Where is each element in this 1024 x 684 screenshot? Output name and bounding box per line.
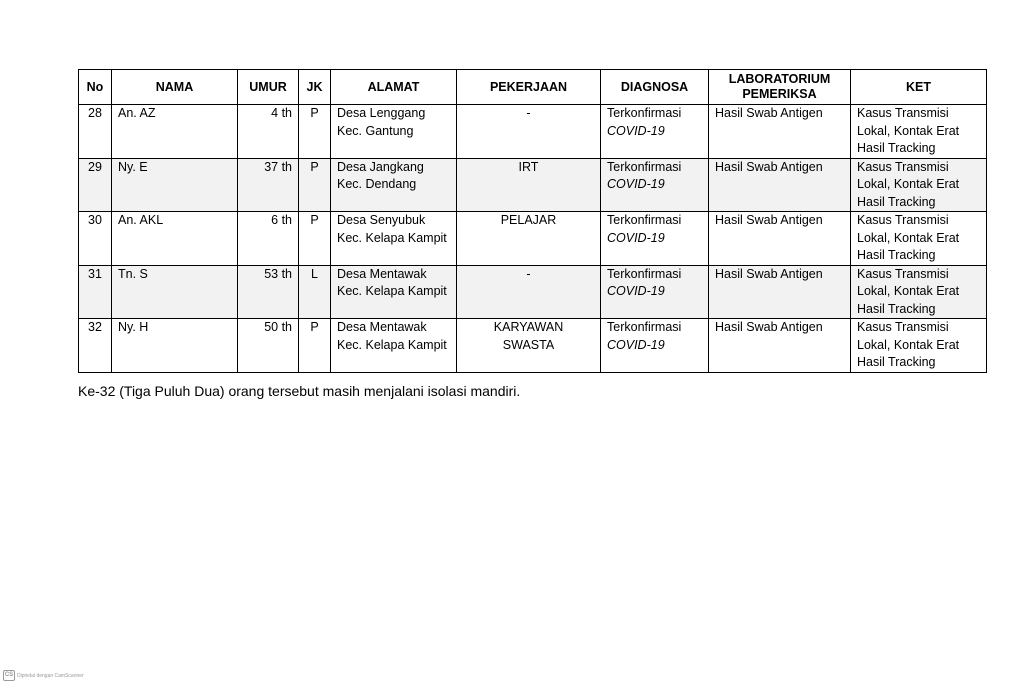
- cell-alamat: [331, 105, 457, 159]
- cell-alamat: [331, 212, 457, 266]
- pekerjaan-line1: KARYAWAN: [493, 320, 564, 334]
- cell-jk: P: [299, 212, 331, 266]
- cell-diagnosa: [601, 212, 709, 266]
- diagnosa-line1: Terkonfirmasi: [607, 106, 682, 120]
- ket-line2: Lokal, Kontak Erat: [857, 230, 960, 245]
- cell-nama: Ny. E: [112, 158, 238, 212]
- cell-diagnosa: [601, 319, 709, 373]
- pekerjaan-line1: IRT: [518, 159, 539, 174]
- ket-line1: Kasus Transmisi: [857, 159, 949, 174]
- cell-laboratorium: Hasil Swab Antigen: [709, 319, 851, 373]
- pekerjaan-line1: -: [526, 266, 531, 281]
- alamat-desa: Desa Mentawak: [337, 320, 427, 334]
- scanner-watermark: [3, 670, 84, 681]
- cell-diagnosa: [601, 265, 709, 319]
- ket-line3: Hasil Tracking: [857, 248, 936, 262]
- cell-no: 31: [79, 265, 112, 319]
- alamat-desa: Desa Mentawak: [337, 266, 427, 281]
- pekerjaan-line1: PELAJAR: [500, 213, 557, 227]
- cell-pekerjaan: [457, 105, 601, 159]
- header-no: No: [79, 70, 112, 105]
- cell-laboratorium: Hasil Swab Antigen: [709, 105, 851, 159]
- cell-ket: [851, 105, 987, 159]
- cell-nama: An. AKL: [112, 212, 238, 266]
- header-nama: NAMA: [112, 70, 238, 105]
- ket-line3: Hasil Tracking: [857, 301, 936, 316]
- alamat-kec: Kec. Kelapa Kampit: [337, 284, 447, 298]
- diagnosa-line1: Terkonfirmasi: [607, 320, 682, 334]
- cell-umur: 37 th: [238, 158, 299, 212]
- cell-umur: 50 th: [238, 319, 299, 373]
- ket-line3: Hasil Tracking: [857, 141, 936, 155]
- pekerjaan-line1: -: [526, 106, 531, 120]
- cell-no: 32: [79, 319, 112, 373]
- diagnosa-line2: COVID-19: [607, 337, 665, 352]
- header-diagnosa: DIAGNOSA: [601, 70, 709, 105]
- header-umur: UMUR: [238, 70, 299, 105]
- cell-umur: 6 th: [238, 212, 299, 266]
- alamat-desa: Desa Lenggang: [337, 106, 426, 120]
- cell-umur: 4 th: [238, 105, 299, 159]
- diagnosa-line2: COVID-19: [607, 123, 665, 138]
- cell-jk: P: [299, 105, 331, 159]
- camscanner-logo-icon: CS: [3, 670, 15, 681]
- cell-ket: [851, 212, 987, 266]
- pekerjaan-line2: SWASTA: [502, 337, 555, 352]
- diagnosa-line2: COVID-19: [607, 284, 665, 298]
- cell-ket: [851, 158, 987, 212]
- cell-nama: An. AZ: [112, 105, 238, 159]
- cell-ket: [851, 319, 987, 373]
- ket-line1: Kasus Transmisi: [857, 213, 949, 227]
- case-table: [78, 69, 987, 373]
- cell-no: 30: [79, 212, 112, 266]
- ket-line2: Lokal, Kontak Erat: [857, 284, 960, 298]
- alamat-desa: Desa Jangkang: [337, 159, 424, 174]
- header-lab-line1: LABORATORIUM: [728, 72, 831, 86]
- ket-line2: Lokal, Kontak Erat: [857, 177, 960, 191]
- cell-no: 28: [79, 105, 112, 159]
- header-pekerjaan: PEKERJAAN: [457, 70, 601, 105]
- table-header-row: [79, 70, 987, 105]
- cell-jk: P: [299, 158, 331, 212]
- header-lab-line2: PEMERIKSA: [742, 87, 817, 101]
- table-row: [79, 105, 987, 159]
- cell-pekerjaan: [457, 212, 601, 266]
- table-row: [79, 265, 987, 319]
- diagnosa-line2: COVID-19: [607, 177, 665, 191]
- cell-umur: 53 th: [238, 265, 299, 319]
- cell-jk: P: [299, 319, 331, 373]
- cell-nama: Ny. H: [112, 319, 238, 373]
- alamat-kec: Kec. Kelapa Kampit: [337, 337, 447, 352]
- header-jk: JK: [299, 70, 331, 105]
- header-alamat: ALAMAT: [331, 70, 457, 105]
- scanner-label: Dipindai dengan CamScanner: [17, 672, 84, 679]
- header-ket: KET: [851, 70, 987, 105]
- alamat-kec: Kec. Dendang: [337, 177, 417, 191]
- cell-laboratorium: Hasil Swab Antigen: [709, 158, 851, 212]
- isolation-note: Ke-32 (Tiga Puluh Dua) orang tersebut masih menjalani isolasi mandiri.: [78, 383, 521, 399]
- cell-pekerjaan: [457, 265, 601, 319]
- table-row: [79, 158, 987, 212]
- cell-ket: [851, 265, 987, 319]
- cell-alamat: [331, 319, 457, 373]
- cell-no: 29: [79, 158, 112, 212]
- ket-line2: Lokal, Kontak Erat: [857, 123, 960, 138]
- table-row: [79, 212, 987, 266]
- header-laboratorium: [709, 70, 851, 105]
- cell-diagnosa: [601, 105, 709, 159]
- alamat-kec: Kec. Kelapa Kampit: [337, 230, 447, 245]
- alamat-desa: Desa Senyubuk: [337, 213, 426, 227]
- cell-pekerjaan: [457, 319, 601, 373]
- cell-jk: L: [299, 265, 331, 319]
- cell-nama: Tn. S: [112, 265, 238, 319]
- cell-laboratorium: Hasil Swab Antigen: [709, 265, 851, 319]
- cell-alamat: [331, 265, 457, 319]
- ket-line1: Kasus Transmisi: [857, 320, 949, 334]
- diagnosa-line1: Terkonfirmasi: [607, 266, 682, 281]
- diagnosa-line1: Terkonfirmasi: [607, 159, 682, 174]
- cell-laboratorium: Hasil Swab Antigen: [709, 212, 851, 266]
- ket-line1: Kasus Transmisi: [857, 106, 949, 120]
- ket-line2: Lokal, Kontak Erat: [857, 337, 960, 352]
- table-row: [79, 319, 987, 373]
- ket-line3: Hasil Tracking: [857, 194, 936, 209]
- cell-alamat: [331, 158, 457, 212]
- diagnosa-line1: Terkonfirmasi: [607, 213, 682, 227]
- cell-pekerjaan: [457, 158, 601, 212]
- cell-diagnosa: [601, 158, 709, 212]
- diagnosa-line2: COVID-19: [607, 230, 665, 245]
- ket-line1: Kasus Transmisi: [857, 266, 949, 281]
- alamat-kec: Kec. Gantung: [337, 123, 414, 138]
- ket-line3: Hasil Tracking: [857, 355, 936, 369]
